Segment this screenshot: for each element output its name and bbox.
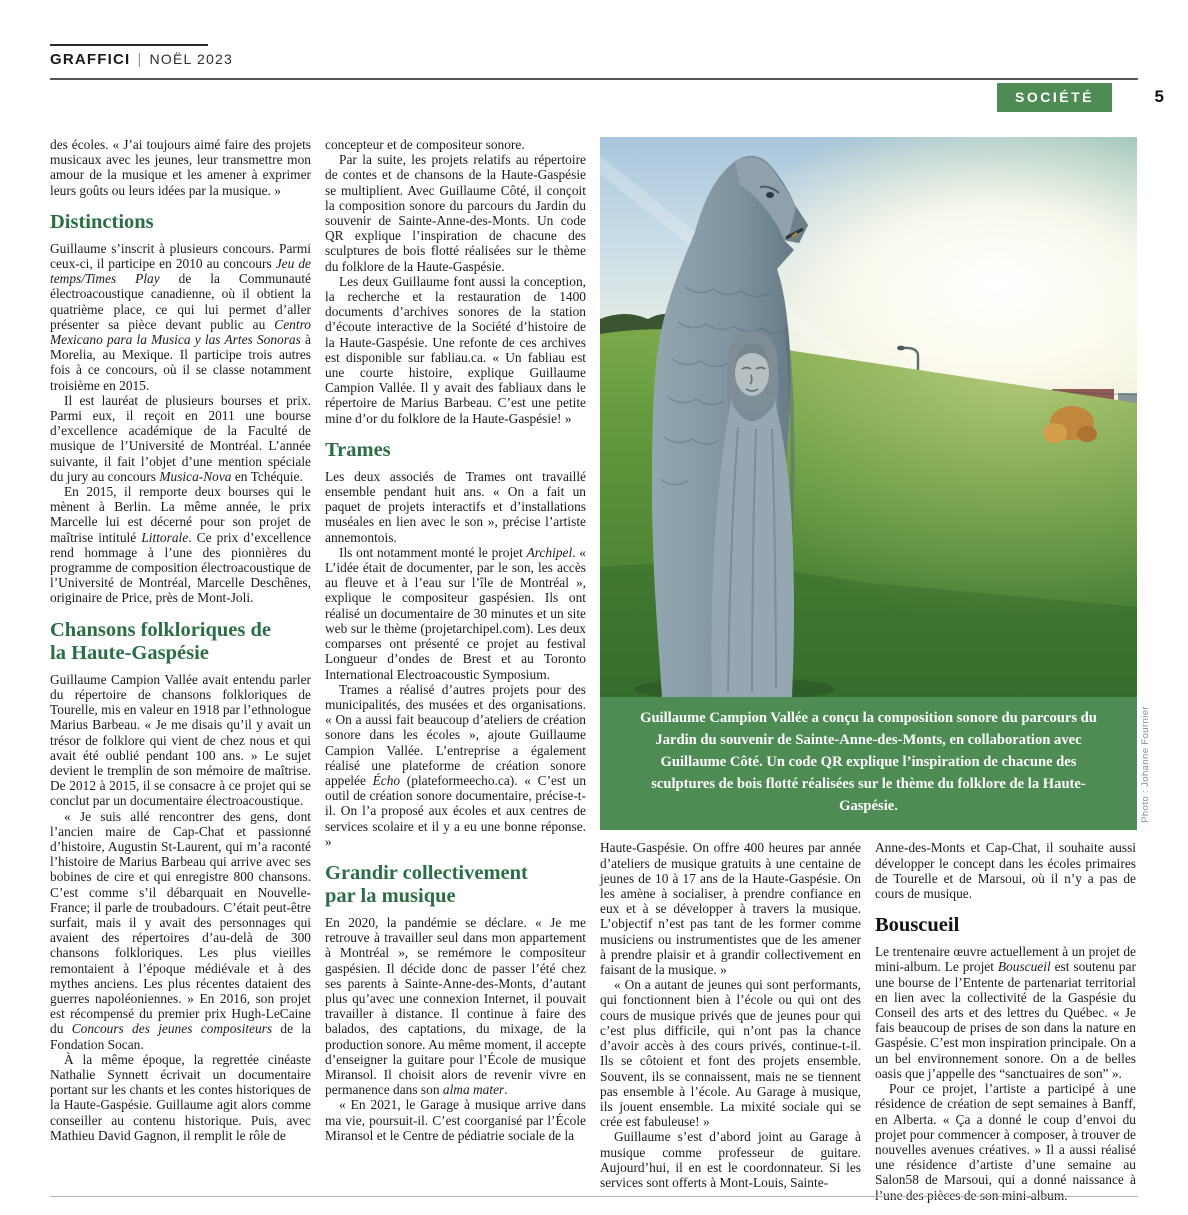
- text-column-2: [325, 137, 586, 1203]
- article-paragraph: En 2015, il remporte deux bourses qui le mènent à Berlin. La même année, le prix Marcelle lui est décerné pour son projet de maîtrise intitulé Littorale. Ce prix d’excellence rend hommage à l’une des pionnières du programme de composition électroacoustique de l’Université de Montréal, Marcelle Deschênes, originaire de Price, près de Mont-Joli.: [50, 484, 312, 606]
- section-heading: Grandir collectivement par la musique: [325, 861, 528, 907]
- article-paragraph: Par la suite, les projets relatifs au répertoire de contes et de chansons de la Haute-Gaspésie se multiplient. Avec Guillaume Côté, il conçoit la composition sonore du parcours du Jardin du souvenir de Sainte-Anne-des-Monts. Un code QR explique l’inspiration de chacune des sculptures de bois flotté réalisées sur le thème du folklore de la Haute-Gaspésie.: [325, 152, 586, 274]
- article-paragraph: « En 2021, le Garage à musique arrive dans ma vie, poursuit-il. C’est coorganisé par l’École Miransol et le Centre de pédiatrie sociale de la: [325, 1097, 586, 1143]
- article-paragraph: Anne-des-Monts et Cap-Chat, il souhaite aussi développer le concept dans les écoles primaires de Tourelle et de Marsoui, où il n’y a pas de cours de musique.: [875, 840, 1136, 902]
- masthead: [50, 51, 233, 68]
- right-half: [600, 137, 1151, 1203]
- article-paragraph: « On a autant de jeunes qui sont performants, qui fonctionnent bien à l’école ou qui ont des cours de musique privés que de jeunes pour qui c’est plus difficile, qui n’ont pas la chance d’avoir accès à des cours privés, continue-t-il. Ils se côtoient et font des projets ensemble. Souvent, ils se connaissent, mais ne se tiennent pas ensemble à l’école. Au Garage à musique, ils jouent ensemble. La mixité sociale qui se crée est fabuleuse! »: [600, 977, 861, 1130]
- article-paragraph: Le trentenaire œuvre actuellement à un projet de mini-album. Le projet Bouscueil est soutenu par une bourse de l’Entente de partenariat territorial en lien avec la collectivité de la Gaspésie du Conseil des arts et des lettres du Québec. « Je fais beaucoup de prises de son dans la nature en Gaspésie. C’est mon inspiration principale. On a un bel environnement sonore. On a de belles oasis que j’appelle des “sanctuaires de son” ».: [875, 944, 1136, 1081]
- section-heading: Bouscueil: [875, 914, 960, 937]
- section-heading: Chansons folkloriques de la Haute-Gaspésie: [50, 618, 272, 664]
- brand-name: GRAFFICI: [50, 51, 131, 68]
- article-paragraph: À la même époque, la regrettée cinéaste Nathalie Synnett écrivait un documentaire portant sur les chants et les contes historiques de la Haute-Gaspésie. Guillaume agit alors comme conseiller au contenu historique. Puis, avec Mathieu David Gagnon, il remplit le rôle de: [50, 1051, 311, 1143]
- sculpture-photo: [600, 137, 1137, 697]
- article-paragraph: Trames a réalisé d’autres projets pour des municipalités, des musées et des organisations. « On a aussi fait beaucoup d’ateliers de création sonore dans les écoles », ajoute Guillaume Campion Vallée. L’entreprise a également réalisé une plateforme de création sonore appelée Écho (plateformeecho.ca). « C’est un outil de création sonore documentaire, précise-t-il. On l’a proposé aux écoles et aux centres de services scolaire et il y a eu une bonne réponse. »: [325, 681, 587, 849]
- article-paragraph: Ils ont notamment monté le projet Archipel. « L’idée était de documenter, par le son, les accès au fleuve et à l’eau sur l’île de Montréal », explique le compositeur gaspésien. Ils ont réalisé un documentaire de 30 minutes et un site web sur le thème (projetarchipel.com). Les deux comparses ont présenté ce projet au festival Longueur d’ondes de Brest et au Toronto International Electroacoustic Symposium.: [325, 544, 587, 682]
- page-number: 5: [1154, 87, 1164, 106]
- photo-caption: Guillaume Campion Vallée a conçu la composition sonore du parcours du Jardin du souvenir de Sainte-Anne-des-Monts, en collaboration avec Guillaume Côté. Un code QR explique l’inspiration de chacune des sculptures de bois flotté réalisées sur le thème du folklore de la Haute-Gaspésie.: [600, 697, 1137, 830]
- article-paragraph: Il est lauréat de plusieurs bourses et prix. Parmi eux, il reçoit en 2011 une bourse d’excellence académique de la Faculté de musique de l’Université de Montréal. L’année suivante, il fait l’objet d’une mention spéciale du jury au concours Musica-Nova en Tchéquie.: [50, 392, 311, 484]
- text-column-3: [600, 840, 861, 1202]
- text-column-1: [50, 137, 311, 1203]
- text-column-4: [875, 840, 1136, 1202]
- section-heading: Trames: [325, 438, 391, 461]
- footer-rule: [50, 1196, 1138, 1197]
- lower-columns: [600, 840, 1137, 1202]
- issue-label: NOËL 2023: [149, 51, 233, 67]
- section-heading: Distinctions: [50, 210, 154, 233]
- photo-credit: Photo : Johanne Fournier: [1140, 705, 1151, 823]
- article-paragraph: En 2020, la pandémie se déclare. « Je me retrouve à travailler seul dans mon appartement à Montréal », se remémore le compositeur gaspésien. Il décide donc de passer l’été chez ses parents à Sainte-Anne-des-Monts, d’autant plus qu’avec une connexion Internet, il pouvait travailler à distance. Il continue à faire des balados, des captations, du mixage, de la production sonore. Au même moment, il accepte d’enseigner la guitare pour l’École de musique Miransol. Il choisit alors de revenir vivre en permanence dans son alma mater.: [325, 914, 586, 1098]
- masthead-rule-short: [50, 44, 208, 46]
- article-paragraph: Pour ce projet, l’artiste a participé à une résidence de création de sept semaines à Banff, en Alberta. « Ça a donné le coup d’envoi du projet pour commencer à composer, à trouver de nouvelles avenues créatives. » Il a aussi réalisé une résidence d’artiste d’une semaine au Salon58 de Marsoui, qui a donné naissance à l’une des pièces de son mini-album.: [875, 1081, 1136, 1203]
- article-paragraph: Guillaume s’inscrit à plusieurs concours. Parmi ceux-ci, il participe en 2010 au concours Jeu de temps/Times Play de la Communauté électroacoustique canadienne, où il obtient la quatrième place, ce qui lui permet d’aller présenter sa pièce devant public au Centro Mexicano para la Musica y las Artes Sonoras à Morelia, au Mexique. Il participe trois autres fois à ce concours, où il se classe notamment troisième en 2015.: [50, 240, 311, 393]
- article-paragraph: des écoles. « J’ai toujours aimé faire des projets musicaux avec les jeunes, leur transmettre mon amour de la musique et les amener à exprimer leurs goûts ou leurs idées par la musique. »: [50, 137, 311, 198]
- article-content: [50, 137, 1151, 1203]
- masthead-separator: |: [137, 51, 143, 68]
- article-paragraph: Haute-Gaspésie. On offre 400 heures par année d’ateliers de musique gratuits à une centaine de jeunes de 10 à 17 ans de la Haute-Gaspésie. On les amène à socialiser, à prendre confiance en eux et à se développer à travers la musique. L’objectif n’est pas tant de les former comme musiciens ou instrumentistes que de les amener à prendre plaisir et à grandir collectivement en faisant de la musique. »: [600, 840, 861, 978]
- section-badge: SOCIÉTÉ: [997, 83, 1112, 112]
- article-paragraph: concepteur et de compositeur sonore.: [325, 137, 525, 152]
- masthead-rule: [50, 78, 1138, 80]
- article-paragraph: Guillaume s’est d’abord joint au Garage à musique comme professeur de guitare. Aujourd’hui, il en est le coordonnateur. Si les services sont offerts à Mont-Louis, Sainte-: [600, 1129, 861, 1190]
- figure: [600, 137, 1151, 830]
- article-paragraph: « Je suis allé rencontrer des gens, dont l’ancien maire de Cap-Chat et passionné d’histoire, Augustin St-Laurent, qui m’a raconté l’histoire de Marius Barbeau qui arrive avec ses bobines de cire et qui enregistre 800 chansons. C’est comme s’il débarquait en Nouvelle-France; il parle de troubadours. C’était peut-être surfait, mais il y avait des personnages qui avaient des répertoires d’au-delà de 300 chansons folkloriques. Les plus vieilles remontaient à l’époque médiévale et à des mythes anciens. Les plus récentes dataient des guerres napoléoniennes. » En 2016, son projet est récompensé du premier prix Hugh-LeCaine du Concours des jeunes compositeurs de la Fondation Socan.: [50, 808, 311, 1052]
- article-paragraph: Les deux associés de Trames ont travaillé ensemble pendant huit ans. « On a fait un paquet de projets interactifs et d’installations muséales en lien avec le son », précise l’artiste annemontois.: [325, 468, 586, 545]
- article-paragraph: Guillaume Campion Vallée avait entendu parler du répertoire de chansons folkloriques de Tourelle, mis en valeur en 1918 par l’ethnologue Marius Barbeau. « Je me disais qu’il y avait un trésor de folklore qui vient de chez nous et qui avait été oublié pendant 100 ans. » Le sujet devient le tremplin de son mémoire de maîtrise. De 2012 à 2015, il se consacre à ce projet qui se conclut par un documentaire électroacoustique.: [50, 671, 311, 809]
- article-paragraph: Les deux Guillaume font aussi la conception, la recherche et la restauration de 1400 documents d’archives sonores de la station d’écoute interactive de la Société d’histoire de la Haute-Gaspésie. Une refonte de ces archives est disponible sur fabliau.ca. « Un fabliau est une courte histoire, explique Guillaume Campion Vallée. Il y avait des fabliaux dans le répertoire de Marius Barbeau. C’est une petite mine d’or du folklore de la Haute-Gaspésie! »: [325, 273, 586, 426]
